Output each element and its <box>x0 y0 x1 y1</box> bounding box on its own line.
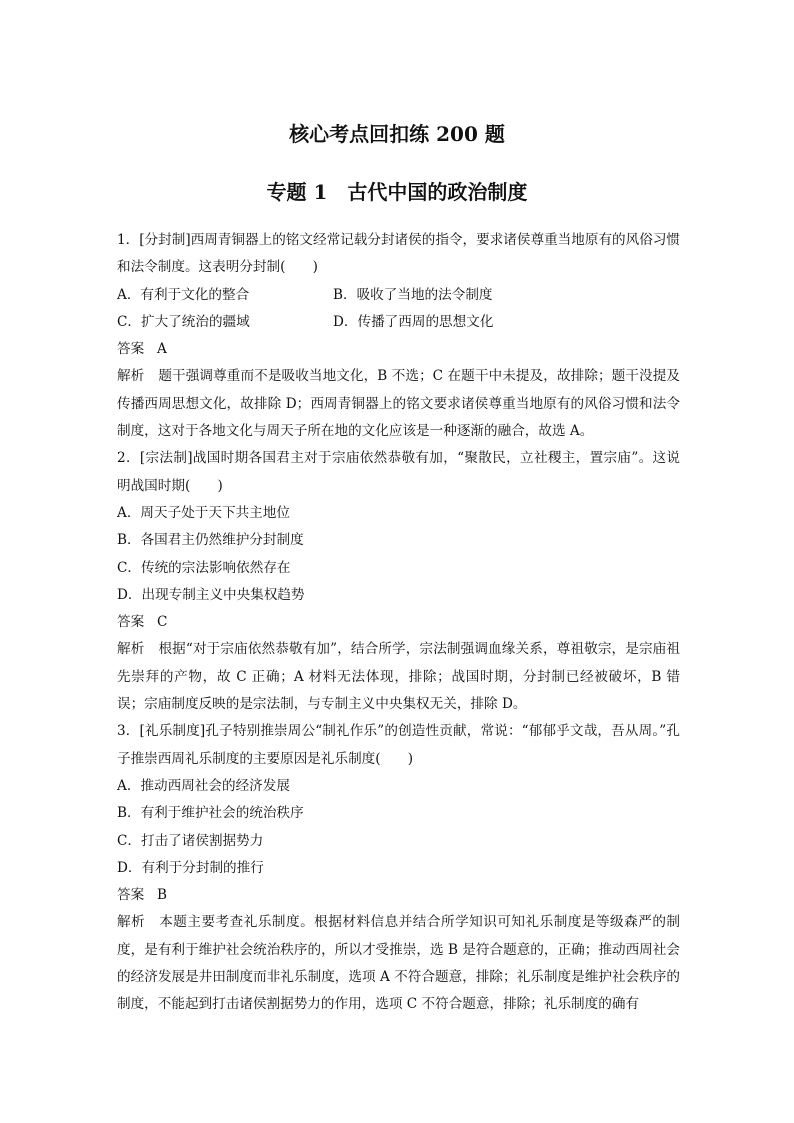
answer-line <box>117 882 680 909</box>
answer-value: C <box>157 614 168 631</box>
explanation-text: 本题主要考查礼乐制度。根据材料信息并结合所学知识可知礼乐制度是等级森严的制度，是有利于维护社会统治秩序的，所以才受推崇，选 B 是符合题意的，正确；推动西周社会的经济发展是井田制度而非礼乐制度，选项 A 不符合题意，排除；礼乐制度是维护社会秩序的制度，不能起到打击诸侯割据势力的作用，选项 C 不符合题意，排除；礼乐制度的确有 <box>117 914 681 1013</box>
explanation <box>117 363 680 445</box>
option-c: C．扩大了统治的疆域 <box>117 313 250 330</box>
option-row <box>117 309 680 336</box>
question-stem: 3．[礼乐制度]孔子特别推崇周公“制礼作乐”的创造性贡献，常说：“郁郁乎文哉，吾从周。”孔子推崇西周礼乐制度的主要原因是礼乐制度( ) <box>117 723 680 767</box>
option-a: A．推动西周社会的经济发展 <box>117 777 290 794</box>
answer-label: 答案 <box>117 341 145 358</box>
option-c: C．传统的宗法影响依然存在 <box>117 559 291 576</box>
document-title: 核心考点回扣练 200 题 <box>289 122 505 146</box>
explanation-label: 解析 <box>117 914 146 931</box>
answer-label: 答案 <box>117 614 145 631</box>
section-title: 专题 1 古代中国的政治制度 <box>266 180 528 204</box>
option-d: D．有利于分封制的推行 <box>117 859 264 876</box>
option-b: B．有利于维护社会的统治秩序 <box>117 805 304 822</box>
answer-value: A <box>157 341 167 358</box>
explanation-text: 根据“对于宗庙依然恭敬有加”，结合所学，宗法制强调血缘关系，尊祖敬宗，是宗庙祖先崇拜的产物，故 C 正确；A 材料无法体现，排除；战国时期，分封制已经被破坏，B 错误；宗庙制度反映的是宗法制，与专制主义中央集权无关，排除 D。 <box>117 641 680 713</box>
option-b: B．吸收了当地的法令制度 <box>333 286 493 303</box>
option-d: D．传播了西周的思想文化 <box>333 313 494 330</box>
option-row <box>117 282 680 309</box>
option-a: A．有利于文化的整合 <box>117 286 250 303</box>
option-b: B．各国君主仍然维护分封制度 <box>117 532 304 549</box>
explanation <box>117 636 680 718</box>
explanation-label: 解析 <box>117 641 145 658</box>
explanation-text: 题干强调尊重而不是吸收当地文化，B 不选；C 在题干中未提及，故排除；题干没提及传播西周思想文化，故排除 D；西周青铜器上的铭文要求诸侯尊重当地原有的风俗习惯和法令制度，这对于各地文化与周天子所在地的文化应该是一种逐渐的融合，故选 A。 <box>117 368 681 440</box>
answer-label: 答案 <box>117 887 145 904</box>
option-a: A．周天子处于天下共主地位 <box>117 504 290 521</box>
option-d: D．出现专制主义中央集权趋势 <box>117 586 305 603</box>
option-c: C．打击了诸侯割据势力 <box>117 832 264 849</box>
explanation <box>117 909 680 1018</box>
answer-line <box>117 609 680 636</box>
answer-value: B <box>157 887 167 904</box>
answer-line <box>117 336 680 363</box>
question-stem: 1．[分封制]西周青铜器上的铭文经常记载分封诸侯的指令，要求诸侯尊重当地原有的风俗习惯和法令制度。这表明分封制( ) <box>117 232 681 276</box>
explanation-label: 解析 <box>117 368 145 385</box>
question-stem: 2．[宗法制]战国时期各国君主对于宗庙依然恭敬有加，“聚散民，立社稷主，置宗庙”。这说明战国时期( ) <box>117 450 680 494</box>
question-list <box>117 227 680 1019</box>
